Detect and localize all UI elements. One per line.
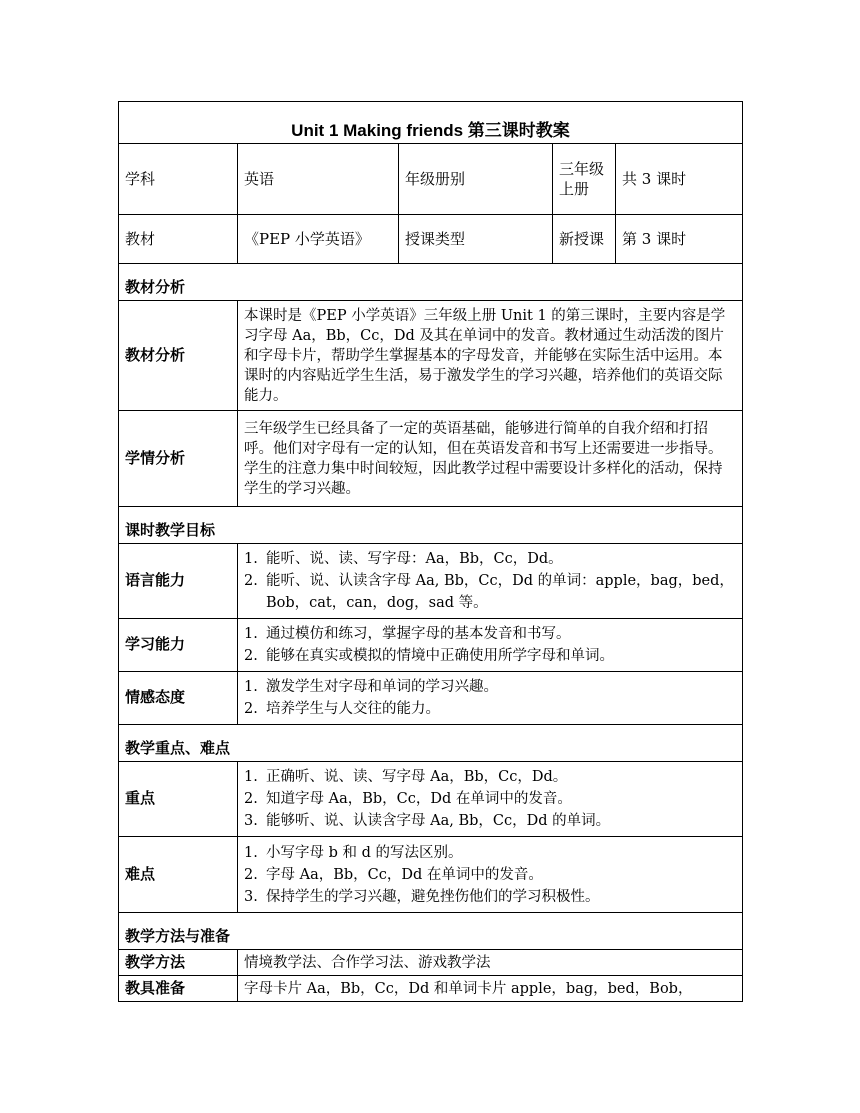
grade-label: 年级册别 — [399, 144, 553, 215]
list-item: 2. 能够在真实或模拟的情境中正确使用所学字母和单词。 — [244, 648, 614, 664]
learning-ability-list — [238, 619, 743, 672]
student-analysis-label: 学情分析 — [119, 411, 238, 507]
list-item: 2. 字母 Aa，Bb，Cc，Dd 在单词中的发音。 — [244, 866, 543, 883]
material-analysis-label: 教材分析 — [119, 301, 238, 411]
subject-value: 英语 — [238, 144, 399, 215]
section-material-analysis: 教材分析 — [119, 264, 743, 301]
list-item: 1. 小写字母 b 和 d 的写法区别。 — [244, 844, 463, 861]
list-item: 2. 培养学生与人交往的能力。 — [244, 701, 440, 717]
list-item: 3. 保持学生的学习兴趣，避免挫伤他们的学习积极性。 — [244, 888, 600, 905]
list-item: 1. 能听、说、读、写字母：Aa，Bb，Cc，Dd。 — [244, 551, 563, 567]
lesson-plan-table — [118, 101, 743, 1002]
emotion-attitude-label: 情感态度 — [119, 672, 238, 725]
periods-value: 共 3 课时 — [616, 144, 743, 215]
difficult-points-label: 难点 — [119, 837, 238, 913]
list-item: 1. 正确听、说、读、写字母 Aa，Bb，Cc，Dd。 — [244, 769, 568, 785]
textbook-label: 教材 — [119, 215, 238, 264]
language-ability-list — [238, 544, 743, 619]
key-points-label: 重点 — [119, 762, 238, 837]
section-keypoints: 教学重点、难点 — [119, 725, 743, 762]
student-analysis-text: 三年级学生已经具备了一定的英语基础，能够进行简单的自我介绍和打招呼。他们对字母有一定的认知，但在英语发音和书写上还需要进一步指导。学生的注意力集中时间较短，因此教学过程中需要设计多样化的活动，保持学生的学习兴趣。 — [238, 411, 743, 507]
list-item: 2. 知道字母 Aa，Bb，Cc，Dd 在单词中的发音。 — [244, 791, 572, 807]
document-title: Unit 1 Making friends 第三课时教案 — [119, 102, 743, 144]
teaching-method-text: 情境教学法、合作学习法、游戏教学法 — [238, 950, 743, 976]
lesson-plan-page — [118, 101, 742, 1002]
period-value: 第 3 课时 — [616, 215, 743, 264]
list-item: 1. 激发学生对字母和单词的学习兴趣。 — [244, 679, 498, 695]
grade-value: 三年级上册 — [553, 144, 616, 215]
list-item: 3. 能够听、说、认读含字母 Aa, Bb，Cc，Dd 的单词。 — [244, 813, 611, 829]
lesson-type-value: 新授课 — [553, 215, 616, 264]
difficult-points-list — [238, 837, 743, 913]
key-points-list — [238, 762, 743, 837]
subject-label: 学科 — [119, 144, 238, 215]
language-ability-label: 语言能力 — [119, 544, 238, 619]
teaching-method-label: 教学方法 — [119, 950, 238, 976]
learning-ability-label: 学习能力 — [119, 619, 238, 672]
textbook-value: 《PEP 小学英语》 — [238, 215, 399, 264]
lesson-type-label: 授课类型 — [399, 215, 553, 264]
list-item: 2. 能听、说、认读含字母 Aa, Bb，Cc，Dd 的单词：apple，bag，bed，Bob，cat，can，dog，sad 等。 — [244, 573, 734, 611]
teaching-prep-text: 字母卡片 Aa，Bb，Cc，Dd 和单词卡片 apple，bag，bed，Bob， — [238, 976, 743, 1002]
emotion-attitude-list — [238, 672, 743, 725]
section-objectives: 课时教学目标 — [119, 507, 743, 544]
teaching-prep-label: 教具准备 — [119, 976, 238, 1002]
material-analysis-text: 本课时是《PEP 小学英语》三年级上册 Unit 1 的第三课时，主要内容是学习字母 Aa，Bb，Cc，Dd 及其在单词中的发音。教材通过生动活泼的图片和字母卡片，帮助学生掌握基本的字母发音，并能够在实际生活中运用。本课时的内容贴近学生生活，易于激发学生的学习兴趣，培养他们的英语交际能力。 — [238, 301, 743, 411]
section-methods: 教学方法与准备 — [119, 913, 743, 950]
list-item: 1. 通过模仿和练习，掌握字母的基本发音和书写。 — [244, 626, 571, 642]
